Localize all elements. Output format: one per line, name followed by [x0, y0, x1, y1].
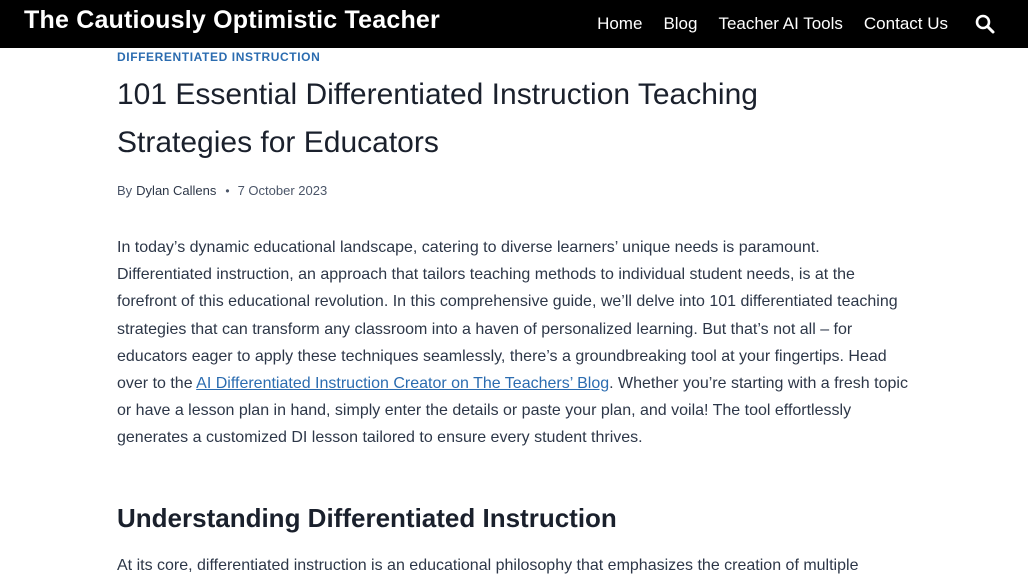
nav-blog[interactable]: Blog — [663, 14, 698, 33]
post-date: 7 October 2023 — [237, 183, 328, 198]
post-meta — [117, 183, 917, 198]
meta-separator: • — [225, 183, 230, 198]
intro-text-after: . Whether you’re starting with a fresh topic or have a lesson plan in hand, simply enter the details or paste your plan, and voila! The tool effortlessly generates a customized DI lesson tailored to ensure every student thrives. — [117, 375, 908, 447]
main-nav — [597, 0, 948, 48]
nav-home[interactable]: Home — [597, 14, 643, 33]
nav-teacher-ai-tools[interactable]: Teacher AI Tools — [718, 14, 843, 33]
ai-di-creator-link[interactable]: AI Differentiated Instruction Creator on The Teachers’ Blog — [196, 375, 610, 393]
intro-paragraph — [117, 234, 912, 452]
section-paragraph: At its core, differentiated instruction is an educational philosophy that emphasizes the creation of multiple — [117, 556, 859, 574]
author-link[interactable]: Dylan Callens — [136, 183, 217, 198]
site-header — [0, 0, 1028, 48]
category-link[interactable]: DIFFERENTIATED INSTRUCTION — [117, 50, 321, 64]
meta-by: By — [117, 183, 133, 198]
section-heading: Understanding Differentiated Instruction — [117, 502, 617, 533]
intro-text-before: In today’s dynamic educational landscape, catering to diverse learners’ unique needs is paramount. Differentiated instruction, an approach that tailors teaching methods to individual student needs, is at the forefront of this educational revolution. In this comprehensive guide, we’ll delve into 101 differentiated teaching strategies that can transform any classroom into a haven of personalized learning. But that’s not all – for educators eager to apply these techniques seamlessly, there’s a groundbreaking tool at your fingertips. Head over to the — [117, 239, 898, 393]
post-title: 101 Essential Differentiated Instruction Teaching Strategies for Educators — [117, 78, 758, 159]
site-title[interactable]: The Cautiously Optimistic Teacher — [24, 6, 440, 34]
article — [117, 48, 917, 579]
nav-contact-us[interactable]: Contact Us — [863, 14, 948, 33]
search-icon — [974, 13, 996, 35]
search-button[interactable] — [974, 13, 996, 35]
